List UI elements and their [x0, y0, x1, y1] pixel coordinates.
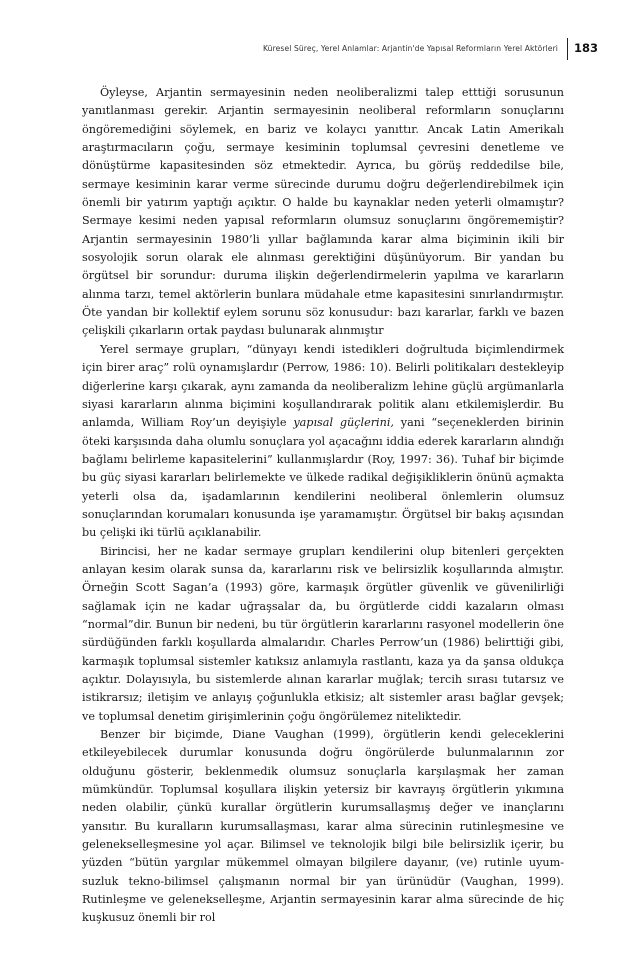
paragraph-1: Öyleyse, Arjantin sermayesinin neden neoliberalizmi talep etttiği sorusunun yanıtlanması gerekir. Arjantin sermayesinin neoliberal reformların sonuçlarını öngöremediğini söylemek, en bariz ve kolaycı yanıttır. Ancak Latin Amerikalı araştırmacıların çoğu, sermaye kesiminin toplumsal çevresini denetleme ve dönüştürme kapasitesinden söz etmektedir. Ayrıca, bu görüş reddedilse bile, sermaye kesiminin karar verme sürecinde durumu doğru değerlendirebilmek için önemli bir yatırım yaptığı açıktır. O halde bu kaynaklar neden yeterli olmamıştır? Sermaye kesimi neden yapısal reformların olumsuz sonuçlarını öngörememiştir? Arjantin sermayesinin 1980’li yıllar bağlamında karar alma biçiminin ikili bir sosyolojik sorun olarak ele alınması gerektiğini düşünüyorum. Bir yandan bu örgütsel bir sorundur: duruma ilişkin değerlendirmelerin yapılma ve kararların alınma tarzı, temel aktörlerin bunlara müdahale etme kapasitesini sınırlandırmıştır. Öte yandan bir kollektif eylem sorunu söz konusudur: bazı kararlar, farklı ve bazen çelişkili çıkarların ortak paydası bulunarak alınmıştır	[82, 86, 564, 338]
running-header-title: Küresel Süreç, Yerel Anlamlar: Arjantin'de Yapısal Reformların Yerel Aktörleri	[262, 44, 558, 53]
page-number: 183	[574, 41, 599, 55]
paragraph-2-part-1: Yerel sermaye grupları, “dünyayı kendi istedikleri doğrultuda biçimlendirmek için birer araç” rolü oynamışlardır (Perrow, 1986: 10). Belirli politikaları destekleyip diğerlerine karşı çıkarak, aynı zamanda da neoliberalizm lehine güçlü argümanlarla siyasi kararların alınma biçimini koşullandırarak politik alanı etkilemişlerdir. Bu anlamda, William Roy’un deyişiyle	[82, 342, 564, 430]
paragraph-3: Birincisi, her ne kadar sermaye grupları kendilerini olup bitenleri gerçekten anlayan kesim olarak sunsa da, kararlarını risk ve belirsizlik koşullarında almıştır. Örneğin Scott Sagan’a (1993) göre, karmaşık örgütler güvenlik ve güvenilirliği sağlamak için ne kadar uğraşsalar da, bu örgütlerde ciddi kazaların olması “normal”dir. Bunun bir nedeni, bu tür örgütlerin kararlarını rasyonel modellerin öne sürdüğünden farklı koşullarda almalarıdır. Charles Perrow’un (1986) belirttiği gibi, karmaşık toplumsal sistemler katıksız anlamıyla rastlantı, kaza ya da şansa oldukça açıktır. Dolayısıyla, bu sistemlerde alınan kararlar muğlak; tercih sırası tutarsız ve istikrarsız; iletişim ve anlayış çoğunlukla etkisiz; alt sistemler arası bağlar gevşek; ve toplumsal denetim girişimlerinin çoğu öngörülemez niteliktedir.	[82, 544, 564, 723]
header-divider	[567, 38, 568, 60]
paragraph-2	[82, 341, 564, 543]
running-header	[0, 38, 638, 60]
paragraph-2-emphasis: yapısal güçlerini,	[293, 416, 394, 430]
body-text	[82, 84, 564, 928]
paragraph-4: Benzer bir biçimde, Diane Vaughan (1999), örgütlerin kendi geleceklerini etkileyebilecek durumlar konusunda doğru öngörülerde bulunmalarının zor olduğunu gösterir, beklenmedik olumsuz sonuçlarla karşılaşmak her zaman mümkündür. Toplumsal koşullara ilişkin yetersiz bir kavrayış örgütlerin yıkımına neden olabilir, çünkü kurallar örgütlerin kurumsallaşmış değer ve inançlarını yansıtır. Bu kuralların kurumsallaşması, karar alma sürecinin rutinleşmesine ve gelenekselleşmesine yol açar. Bilimsel ve teknolojik bilgi bile belirsizlik içerir, bu yüzden “bütün yargılar mükemmel olmayan bilgilere dayanır, (ve) rutinle uyumsuzluk tekno-bilimsel çalışmanın normal bir yan ürünüdür (Vaughan, 1999). Rutinleşme ve gelenekselleşme, Arjantin sermayesinin karar alma sürecinde de hiç kuşkusuz önemli bir rol	[82, 728, 564, 925]
paragraph-2-part-2: yani “seçeneklerden birinin öteki karşısında daha olumlu sonuçlara yol açacağını iddia ederek kararların alındığı bağlamı belirleme kapasitelerini” kullanmışlardır (Roy, 1997: 36). Tuhaf bir biçimde bu güç siyasi kararları belirlemekte ve ülkede radikal değişikliklerin önünü açmakta yeterli olsa da, işadamlarının kendilerini neoliberal önlemlerin olumsuz sonuçlarından korumaları konusunda işe yaramamıştır. Örgütsel bir bakış açısından bu çelişki iki türlü açıklanabilir.	[82, 416, 565, 540]
